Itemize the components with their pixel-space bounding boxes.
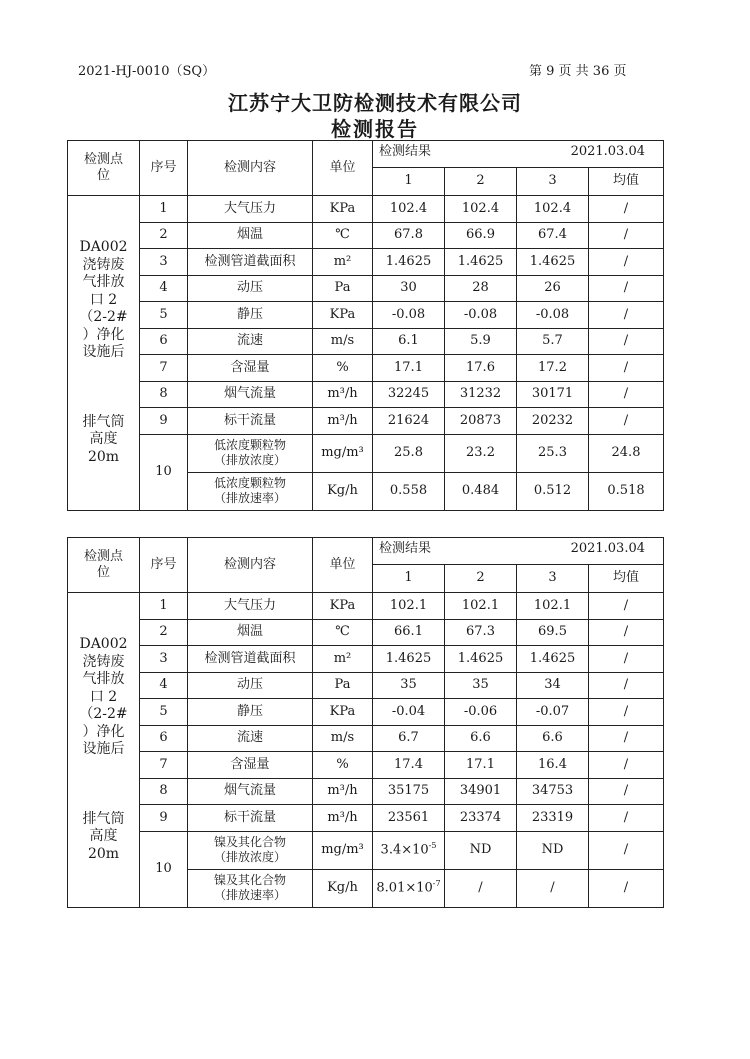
row-value-1: 25.8 bbox=[373, 434, 445, 472]
result-label: 检测结果 bbox=[379, 541, 432, 556]
row-value-2: 67.3 bbox=[445, 619, 517, 646]
header-r2: 2 bbox=[445, 168, 517, 196]
point-line: 气排放 bbox=[82, 274, 125, 291]
row-item: 烟气流量 bbox=[188, 381, 313, 408]
row-value-2: / bbox=[445, 869, 517, 907]
row-unit: KPa bbox=[313, 196, 373, 223]
row-unit: m³/h bbox=[313, 778, 373, 805]
row-seq: 4 bbox=[140, 275, 188, 302]
row-seq: 3 bbox=[140, 249, 188, 276]
row-average: / bbox=[589, 672, 664, 699]
row-seq: 10 bbox=[140, 831, 188, 907]
row-average: / bbox=[589, 328, 664, 355]
row-value-2: 5.9 bbox=[445, 328, 517, 355]
row-item: 流速 bbox=[188, 328, 313, 355]
row-unit: m² bbox=[313, 646, 373, 673]
row-value-2: 1.4625 bbox=[445, 646, 517, 673]
row-item: 动压 bbox=[188, 275, 313, 302]
header-content: 检测内容 bbox=[188, 141, 313, 196]
row-item: 流速 bbox=[188, 725, 313, 752]
row-item: 镍及其化合物 （排放浓度） bbox=[188, 831, 313, 869]
header-unit: 单位 bbox=[313, 141, 373, 196]
row-value-2: 6.6 bbox=[445, 725, 517, 752]
table-row bbox=[68, 725, 664, 752]
row-seq: 8 bbox=[140, 778, 188, 805]
row-average: / bbox=[589, 646, 664, 673]
point-line: （2-2# bbox=[79, 706, 128, 723]
row-average: / bbox=[589, 778, 664, 805]
row-value-1: -0.08 bbox=[373, 302, 445, 329]
row-seq: 4 bbox=[140, 672, 188, 699]
row-average: / bbox=[589, 222, 664, 249]
row-unit: KPa bbox=[313, 699, 373, 726]
row-item: 静压 bbox=[188, 302, 313, 329]
header-r1: 1 bbox=[373, 565, 445, 593]
row-seq: 1 bbox=[140, 593, 188, 620]
row-unit: Pa bbox=[313, 672, 373, 699]
table-row bbox=[68, 434, 664, 472]
row-average: 0.518 bbox=[589, 472, 664, 510]
row-value-2: 23.2 bbox=[445, 434, 517, 472]
row-unit: m³/h bbox=[313, 408, 373, 435]
row-value-2: 102.1 bbox=[445, 593, 517, 620]
row-value-3: / bbox=[517, 869, 589, 907]
row-value-3: 69.5 bbox=[517, 619, 589, 646]
row-unit: KPa bbox=[313, 593, 373, 620]
row-seq: 9 bbox=[140, 805, 188, 832]
page-indicator: 第 9 页 共 36 页 bbox=[529, 64, 627, 79]
row-item: 烟气流量 bbox=[188, 778, 313, 805]
row-average: / bbox=[589, 831, 664, 869]
row-value-1: 32245 bbox=[373, 381, 445, 408]
row-value-1: 66.1 bbox=[373, 619, 445, 646]
row-value-3: 0.512 bbox=[517, 472, 589, 510]
row-value-3: 17.2 bbox=[517, 355, 589, 382]
row-unit: KPa bbox=[313, 302, 373, 329]
monitoring-point bbox=[68, 196, 140, 511]
row-value-1: $3.4\times 10^{-5}$ bbox=[373, 831, 445, 869]
row-value-3: 34 bbox=[517, 672, 589, 699]
table-row bbox=[68, 408, 664, 435]
row-unit: m³/h bbox=[313, 805, 373, 832]
row-seq: 6 bbox=[140, 725, 188, 752]
document-number: 2021-HJ-0010（SQ） bbox=[78, 64, 216, 79]
header-r2: 2 bbox=[445, 565, 517, 593]
row-value-2: 1.4625 bbox=[445, 249, 517, 276]
header-point: 检测点位 bbox=[68, 538, 140, 593]
row-unit: % bbox=[313, 752, 373, 779]
table-row bbox=[68, 355, 664, 382]
row-unit: ℃ bbox=[313, 222, 373, 249]
row-value-2: 35 bbox=[445, 672, 517, 699]
row-average: / bbox=[589, 275, 664, 302]
row-unit: mg/m³ bbox=[313, 434, 373, 472]
row-value-3: 16.4 bbox=[517, 752, 589, 779]
row-value-3: 102.1 bbox=[517, 593, 589, 620]
row-value-1: -0.04 bbox=[373, 699, 445, 726]
header-point: 检测点位 bbox=[68, 141, 140, 196]
table-row bbox=[68, 196, 664, 223]
row-value-2: 31232 bbox=[445, 381, 517, 408]
row-value-3: 67.4 bbox=[517, 222, 589, 249]
row-value-2: 102.4 bbox=[445, 196, 517, 223]
row-seq: 1 bbox=[140, 196, 188, 223]
row-value-1: $8.01\times 10^{-7}$ bbox=[373, 869, 445, 907]
row-unit: m/s bbox=[313, 725, 373, 752]
point-line: DA002 bbox=[79, 239, 128, 256]
point-line: 气排放 bbox=[82, 671, 125, 688]
row-value-3: 1.4625 bbox=[517, 249, 589, 276]
row-seq: 6 bbox=[140, 328, 188, 355]
table-row bbox=[68, 699, 664, 726]
table-row bbox=[68, 752, 664, 779]
stack-line: 高度 bbox=[89, 431, 118, 448]
row-item: 低浓度颗粒物 （排放浓度） bbox=[188, 434, 313, 472]
row-item: 大气压力 bbox=[188, 593, 313, 620]
row-value-2: 17.1 bbox=[445, 752, 517, 779]
row-average: / bbox=[589, 381, 664, 408]
result-table-1 bbox=[67, 140, 664, 511]
row-average: / bbox=[589, 619, 664, 646]
row-value-2: -0.06 bbox=[445, 699, 517, 726]
table-row bbox=[68, 302, 664, 329]
row-item: 检测管道截面积 bbox=[188, 646, 313, 673]
table-row bbox=[68, 593, 664, 620]
row-seq: 9 bbox=[140, 408, 188, 435]
row-value-1: 6.7 bbox=[373, 725, 445, 752]
row-seq: 3 bbox=[140, 646, 188, 673]
header-r3: 3 bbox=[517, 168, 589, 196]
row-value-3: ND bbox=[517, 831, 589, 869]
monitoring-point bbox=[68, 593, 140, 908]
row-value-1: 102.1 bbox=[373, 593, 445, 620]
row-seq: 7 bbox=[140, 752, 188, 779]
row-value-3: 30171 bbox=[517, 381, 589, 408]
table-row bbox=[68, 619, 664, 646]
row-seq: 5 bbox=[140, 699, 188, 726]
row-item: 静压 bbox=[188, 699, 313, 726]
row-seq: 8 bbox=[140, 381, 188, 408]
point-line: 浇铸废 bbox=[82, 653, 125, 670]
row-value-3: -0.07 bbox=[517, 699, 589, 726]
row-value-1: 102.4 bbox=[373, 196, 445, 223]
row-average: / bbox=[589, 593, 664, 620]
row-item: 检测管道截面积 bbox=[188, 249, 313, 276]
header-avg: 均值 bbox=[589, 565, 664, 593]
table-row bbox=[68, 646, 664, 673]
row-value-1: 17.4 bbox=[373, 752, 445, 779]
row-value-2: -0.08 bbox=[445, 302, 517, 329]
row-average: / bbox=[589, 699, 664, 726]
point-line: （2-2# bbox=[79, 309, 128, 326]
table-row bbox=[68, 381, 664, 408]
stack-line: 20m bbox=[87, 448, 120, 465]
stack-line: 高度 bbox=[89, 828, 118, 845]
table-row bbox=[68, 778, 664, 805]
row-value-3: 6.6 bbox=[517, 725, 589, 752]
row-item: 烟温 bbox=[188, 222, 313, 249]
row-unit: m² bbox=[313, 249, 373, 276]
header-avg: 均值 bbox=[589, 168, 664, 196]
row-value-1: 30 bbox=[373, 275, 445, 302]
point-line: ）净化 bbox=[82, 723, 125, 740]
row-item: 大气压力 bbox=[188, 196, 313, 223]
result-label: 检测结果 bbox=[379, 144, 432, 159]
row-average: / bbox=[589, 302, 664, 329]
stack-line: 排气筒 bbox=[82, 810, 125, 827]
row-unit: Pa bbox=[313, 275, 373, 302]
row-value-1: 17.1 bbox=[373, 355, 445, 382]
row-value-3: 23319 bbox=[517, 805, 589, 832]
header-seq: 序号 bbox=[140, 538, 188, 593]
row-average: / bbox=[589, 805, 664, 832]
header-r1: 1 bbox=[373, 168, 445, 196]
row-value-3: 102.4 bbox=[517, 196, 589, 223]
header-unit: 单位 bbox=[313, 538, 373, 593]
row-value-3: 26 bbox=[517, 275, 589, 302]
row-item: 镍及其化合物 （排放速率） bbox=[188, 869, 313, 907]
row-value-1: 6.1 bbox=[373, 328, 445, 355]
row-item: 含湿量 bbox=[188, 752, 313, 779]
header-content: 检测内容 bbox=[188, 538, 313, 593]
point-line: 口 2 bbox=[89, 688, 118, 705]
row-seq: 2 bbox=[140, 222, 188, 249]
table-row bbox=[68, 672, 664, 699]
row-average: / bbox=[589, 725, 664, 752]
row-average: / bbox=[589, 752, 664, 779]
row-value-2: 17.6 bbox=[445, 355, 517, 382]
row-value-1: 1.4625 bbox=[373, 249, 445, 276]
row-value-1: 67.8 bbox=[373, 222, 445, 249]
header-seq: 序号 bbox=[140, 141, 188, 196]
test-date: 2021.03.04 bbox=[570, 144, 645, 159]
row-value-1: 23561 bbox=[373, 805, 445, 832]
point-line: DA002 bbox=[79, 636, 128, 653]
stack-line: 20m bbox=[87, 845, 120, 862]
row-average: 24.8 bbox=[589, 434, 664, 472]
row-value-3: 25.3 bbox=[517, 434, 589, 472]
row-unit: ℃ bbox=[313, 619, 373, 646]
row-value-1: 21624 bbox=[373, 408, 445, 435]
point-line: ）净化 bbox=[82, 326, 125, 343]
row-seq: 2 bbox=[140, 619, 188, 646]
row-average: / bbox=[589, 869, 664, 907]
row-value-1: 1.4625 bbox=[373, 646, 445, 673]
row-seq: 10 bbox=[140, 434, 188, 510]
row-value-3: 34753 bbox=[517, 778, 589, 805]
row-value-2: 66.9 bbox=[445, 222, 517, 249]
row-unit: m³/h bbox=[313, 381, 373, 408]
result-table-2 bbox=[67, 537, 664, 908]
point-line: 设施后 bbox=[82, 741, 125, 758]
table-row bbox=[68, 222, 664, 249]
row-value-2: 0.484 bbox=[445, 472, 517, 510]
row-average: / bbox=[589, 249, 664, 276]
row-value-1: 35 bbox=[373, 672, 445, 699]
header-result bbox=[373, 538, 664, 565]
report-title: 检测报告 bbox=[331, 117, 419, 141]
row-value-2: 20873 bbox=[445, 408, 517, 435]
row-average: / bbox=[589, 196, 664, 223]
table-row bbox=[68, 328, 664, 355]
row-value-1: 0.558 bbox=[373, 472, 445, 510]
point-line: 口 2 bbox=[89, 291, 118, 308]
row-value-1: 35175 bbox=[373, 778, 445, 805]
row-value-2: 28 bbox=[445, 275, 517, 302]
row-unit: % bbox=[313, 355, 373, 382]
row-unit: mg/m³ bbox=[313, 831, 373, 869]
row-value-2: 23374 bbox=[445, 805, 517, 832]
row-item: 动压 bbox=[188, 672, 313, 699]
point-line: 浇铸废 bbox=[82, 256, 125, 273]
row-item: 低浓度颗粒物 （排放速率） bbox=[188, 472, 313, 510]
table-row bbox=[68, 249, 664, 276]
table-row bbox=[68, 805, 664, 832]
row-value-3: 1.4625 bbox=[517, 646, 589, 673]
row-unit: Kg/h bbox=[313, 869, 373, 907]
company-name: 江苏宁大卫防检测技术有限公司 bbox=[228, 91, 522, 115]
table-row bbox=[68, 275, 664, 302]
point-line: 设施后 bbox=[82, 344, 125, 361]
row-unit: m/s bbox=[313, 328, 373, 355]
row-value-3: 20232 bbox=[517, 408, 589, 435]
header-result bbox=[373, 141, 664, 168]
row-item: 标干流量 bbox=[188, 408, 313, 435]
row-item: 烟温 bbox=[188, 619, 313, 646]
table-row bbox=[68, 831, 664, 869]
row-seq: 5 bbox=[140, 302, 188, 329]
row-value-2: 34901 bbox=[445, 778, 517, 805]
row-average: / bbox=[589, 355, 664, 382]
row-item: 标干流量 bbox=[188, 805, 313, 832]
header-r3: 3 bbox=[517, 565, 589, 593]
row-average: / bbox=[589, 408, 664, 435]
row-item: 含湿量 bbox=[188, 355, 313, 382]
row-value-3: -0.08 bbox=[517, 302, 589, 329]
test-date: 2021.03.04 bbox=[570, 541, 645, 556]
row-unit: Kg/h bbox=[313, 472, 373, 510]
row-value-3: 5.7 bbox=[517, 328, 589, 355]
row-seq: 7 bbox=[140, 355, 188, 382]
row-value-2: ND bbox=[445, 831, 517, 869]
stack-line: 排气筒 bbox=[82, 413, 125, 430]
